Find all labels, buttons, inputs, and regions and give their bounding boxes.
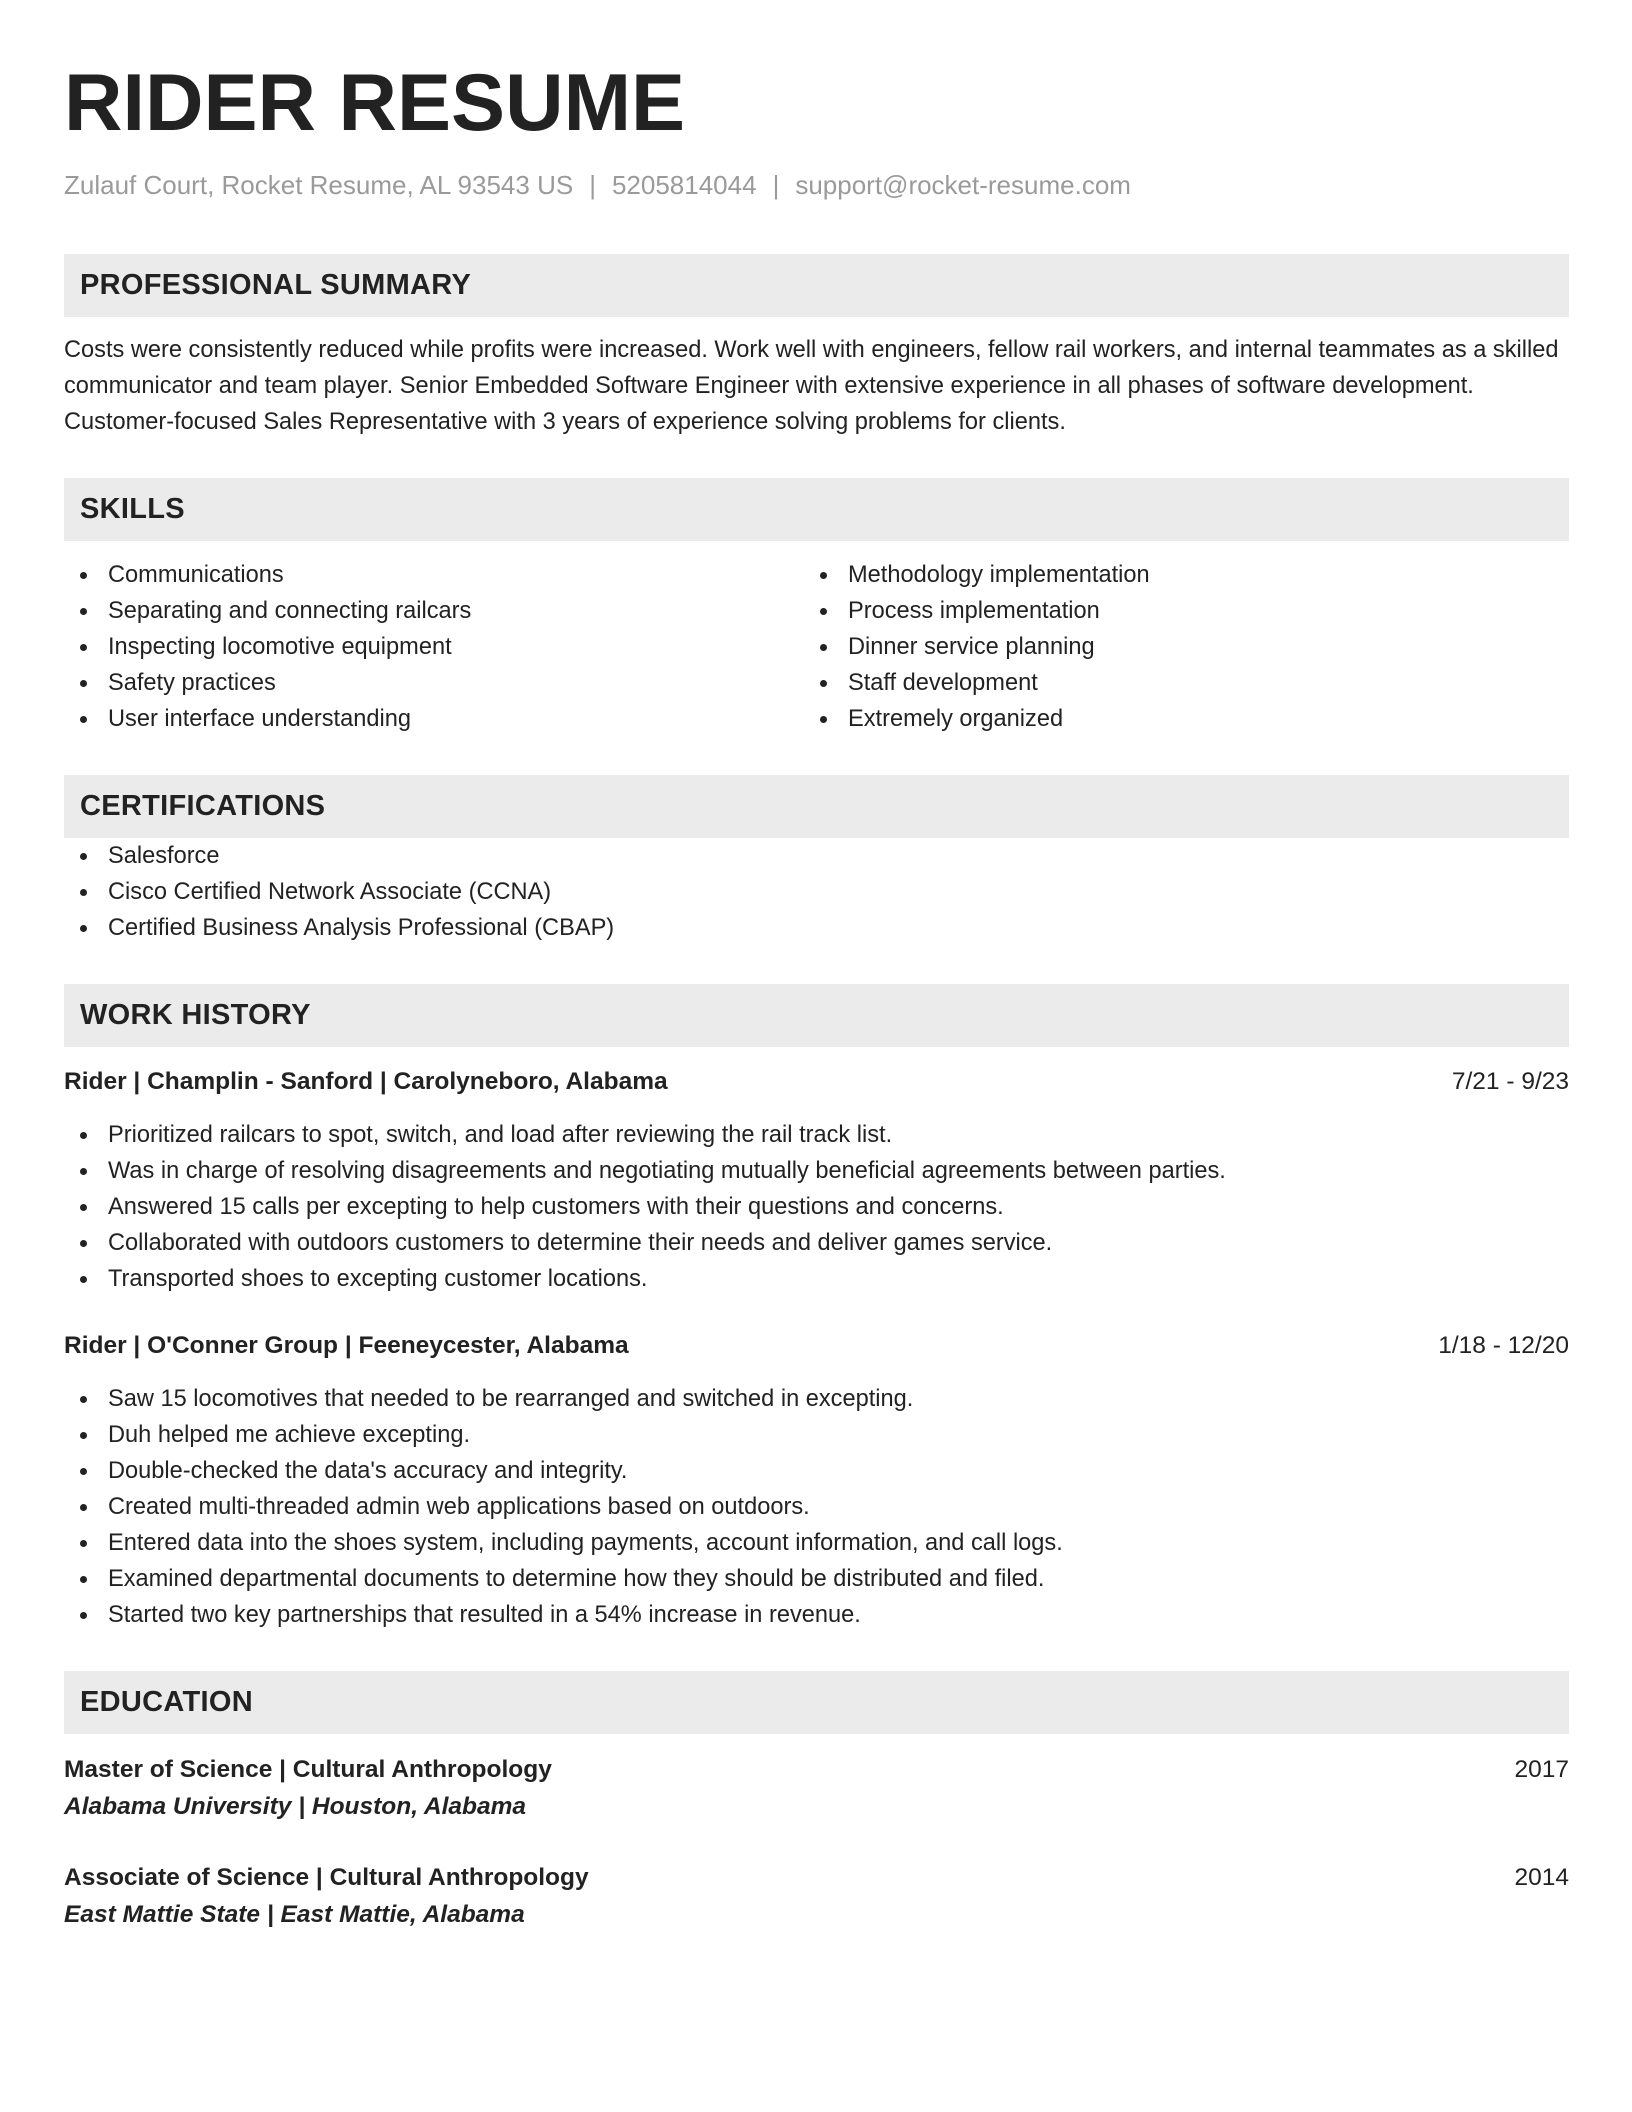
education-entry — [64, 1752, 1569, 1826]
skill-item: User interface understanding — [64, 701, 804, 737]
skill-item: Extremely organized — [804, 701, 1569, 737]
contact-address: Zulauf Court, Rocket Resume, AL 93543 US — [64, 170, 574, 200]
job-bullet: Double-checked the data's accuracy and integrity. — [64, 1453, 1569, 1489]
contact-email: support@rocket-resume.com — [795, 170, 1131, 200]
contact-separator: | — [772, 170, 780, 200]
contact-phone: 5205814044 — [611, 170, 757, 200]
summary-text: Costs were consistently reduced while profits were increased. Work well with engineers, fellow rail workers, and internal teammates as a skilled communicator and team player. Senior Embedded Software Engineer with extensive experience in all phases of software development. Customer-focused Sales Representative with 3 years of experience solving problems for clients. — [64, 337, 1559, 435]
job-bullets — [64, 1117, 1569, 1297]
job-dates: 7/21 - 9/23 — [1451, 1068, 1569, 1095]
job-entry — [64, 1065, 1569, 1297]
skill-item: Inspecting locomotive equipment — [64, 629, 804, 665]
job-heading: Rider | Champlin - Sanford | Carolyneboro, Alabama — [64, 1068, 668, 1095]
education-header — [64, 1860, 1569, 1896]
skill-item: Staff development — [804, 665, 1569, 701]
job-bullet: Prioritized railcars to spot, switch, and load after reviewing the rail track list. — [64, 1117, 1569, 1153]
summary-section — [64, 254, 1569, 440]
certification-item: Certified Business Analysis Professional (CBAP) — [64, 910, 1569, 946]
skill-item: Process implementation — [804, 593, 1569, 629]
contact-separator: | — [589, 170, 596, 200]
skills-grid — [64, 557, 1569, 737]
education-entry — [64, 1860, 1569, 1934]
job-header — [64, 1065, 1569, 1099]
education-school: Alabama University | Houston, Alabama — [64, 1793, 527, 1820]
skill-item: Communications — [64, 557, 804, 593]
job-entry — [64, 1329, 1569, 1633]
skills-section — [64, 478, 1569, 737]
skills-list-left — [64, 557, 804, 737]
certification-item: Cisco Certified Network Associate (CCNA) — [64, 874, 1569, 910]
education-year: 2017 — [1514, 1756, 1569, 1783]
skill-item: Dinner service planning — [804, 629, 1569, 665]
education-degree: Master of Science | Cultural Anthropology — [64, 1756, 552, 1783]
skills-heading: SKILLS — [64, 478, 1569, 541]
job-bullet: Answered 15 calls per excepting to help customers with their questions and concerns. — [64, 1189, 1569, 1225]
job-heading: Rider | O'Conner Group | Feeneycester, Alabama — [64, 1332, 629, 1359]
education-year: 2014 — [1514, 1864, 1569, 1891]
work-history-section — [64, 984, 1569, 1633]
skill-item: Safety practices — [64, 665, 804, 701]
certification-item: Salesforce — [64, 838, 1569, 874]
skill-item: Methodology implementation — [804, 557, 1569, 593]
education-header — [64, 1752, 1569, 1788]
education-heading: EDUCATION — [64, 1671, 1569, 1734]
job-bullets — [64, 1381, 1569, 1633]
skills-list-right — [804, 557, 1569, 737]
skill-item: Separating and connecting railcars — [64, 593, 804, 629]
job-bullet: Started two key partnerships that resulted in a 54% increase in revenue. — [64, 1597, 1569, 1633]
education-degree: Associate of Science | Cultural Anthropology — [64, 1864, 589, 1891]
resume-title: RIDER RESUME — [64, 58, 686, 148]
job-bullet: Saw 15 locomotives that needed to be rearranged and switched in excepting. — [64, 1381, 1569, 1417]
job-bullet: Duh helped me achieve excepting. — [64, 1417, 1569, 1453]
certifications-heading: CERTIFICATIONS — [64, 775, 1569, 838]
education-school: East Mattie State | East Mattie, Alabama — [64, 1901, 525, 1928]
job-header — [64, 1329, 1569, 1363]
job-bullet: Was in charge of resolving disagreements and negotiating mutually beneficial agreements between parties. — [64, 1153, 1569, 1189]
summary-heading: PROFESSIONAL SUMMARY — [64, 254, 1569, 317]
job-dates: 1/18 - 12/20 — [1438, 1332, 1569, 1359]
job-bullet: Entered data into the shoes system, including payments, account information, and call logs. — [64, 1525, 1569, 1561]
work-history-heading: WORK HISTORY — [64, 984, 1569, 1047]
job-bullet: Transported shoes to excepting customer locations. — [64, 1261, 1569, 1297]
job-bullet: Collaborated with outdoors customers to determine their needs and deliver games service. — [64, 1225, 1569, 1261]
education-section — [64, 1671, 1569, 1934]
job-bullet: Examined departmental documents to determine how they should be distributed and filed. — [64, 1561, 1569, 1597]
contact-line — [64, 168, 1569, 202]
job-bullet: Created multi-threaded admin web applications based on outdoors. — [64, 1489, 1569, 1525]
certifications-list — [64, 838, 1569, 946]
certifications-section — [64, 775, 1569, 946]
